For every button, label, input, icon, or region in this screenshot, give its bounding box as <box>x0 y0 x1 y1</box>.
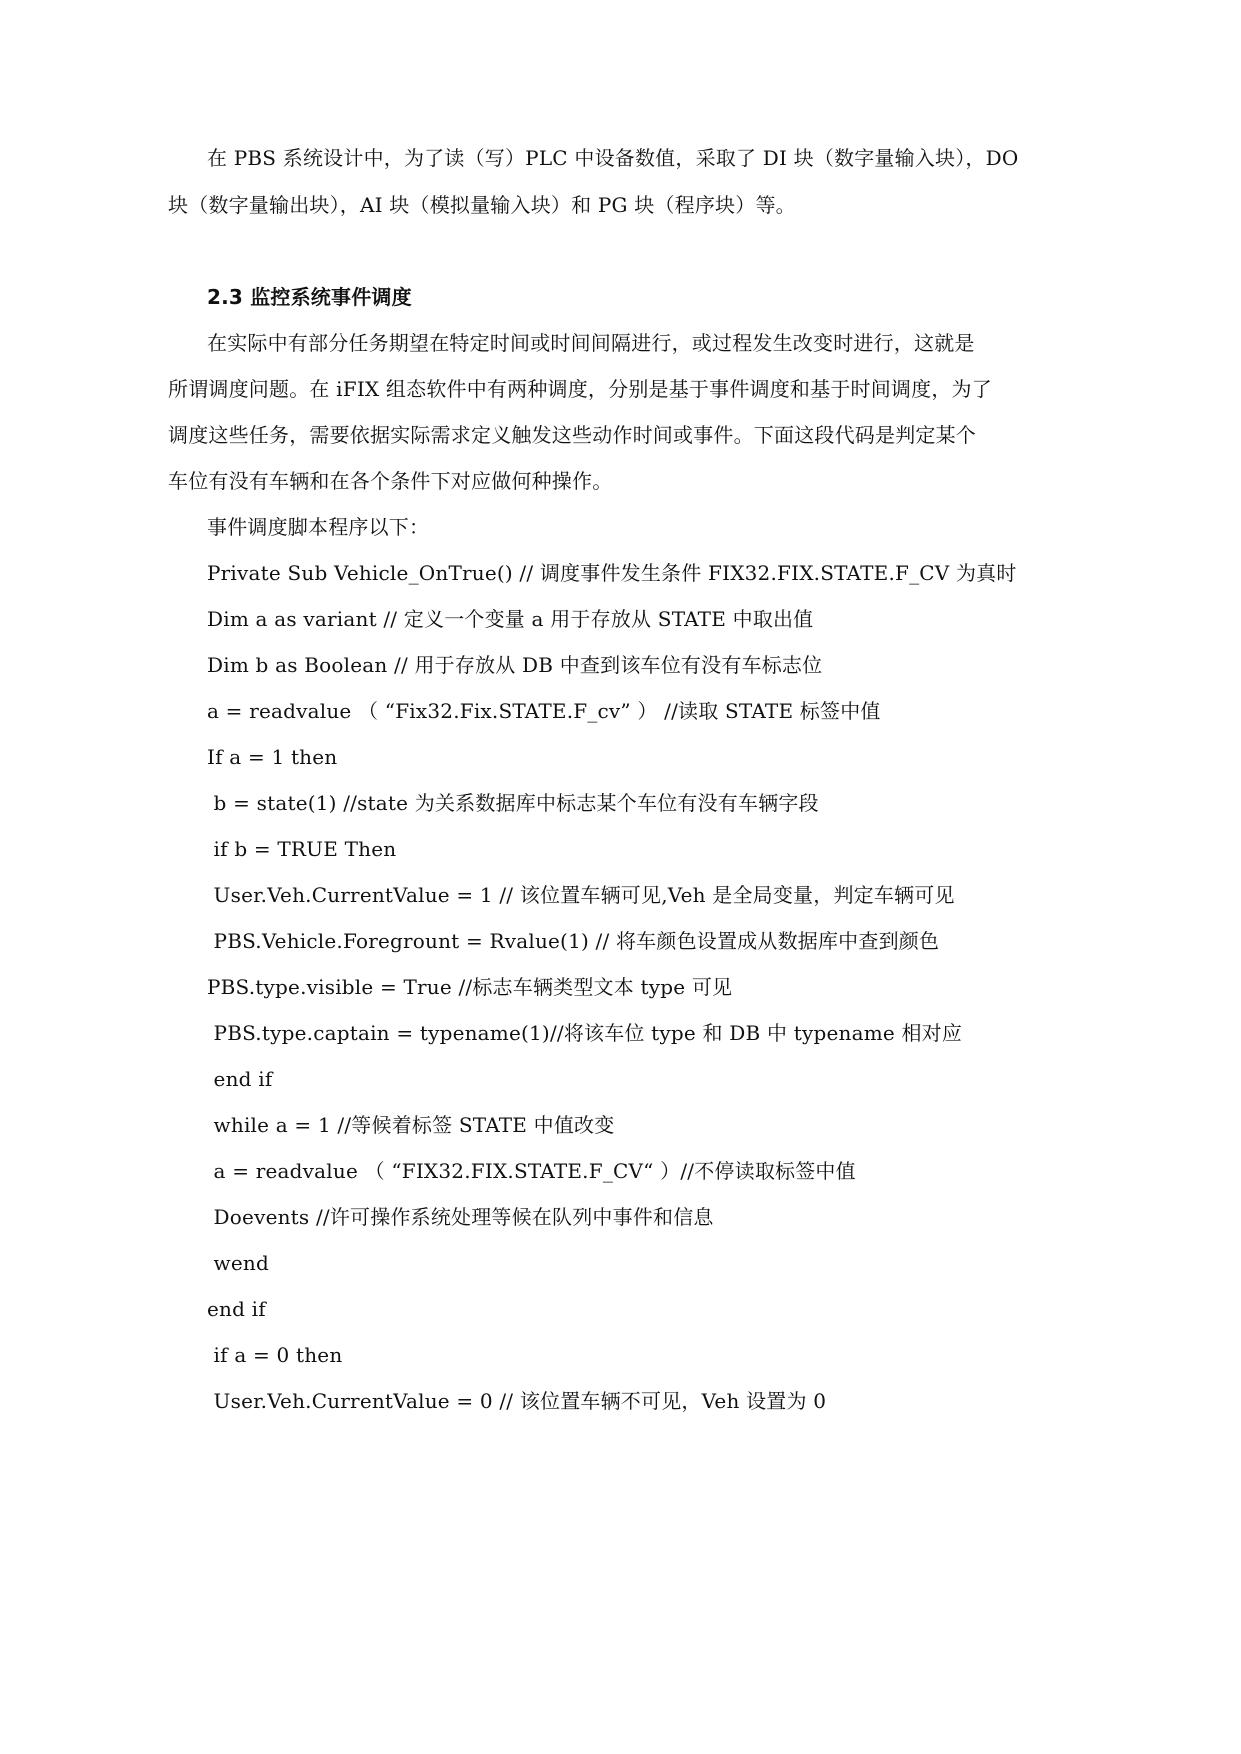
script-intro: 事件调度脚本程序以下： <box>207 515 430 539</box>
code-line: User.Veh.CurrentValue = 0 // 该位置车辆不可见，Veh 设置为 0 <box>207 1389 827 1413</box>
code-line: if a = 0 then <box>207 1343 343 1367</box>
code-line: wend <box>207 1251 269 1275</box>
code-line: If a = 1 then <box>207 745 338 769</box>
code-line: Dim a as variant // 定义一个变量 a 用于存放从 STATE 中取出值 <box>207 607 814 631</box>
paragraph-2-line-3: 调度这些任务，需要依据实际需求定义触发这些动作时间或事件。下面这段代码是判定某个 <box>168 423 976 447</box>
code-line: User.Veh.CurrentValue = 1 // 该位置车辆可见,Veh 是全局变量，判定车辆可见 <box>207 883 955 907</box>
code-line: end if <box>207 1067 273 1091</box>
paragraph-1-line-2: 块（数字量输出块），AI 块（模拟量输入块）和 PG 块（程序块）等。 <box>168 193 796 217</box>
paragraph-2-line-1: 在实际中有部分任务期望在特定时间或时间间隔进行，或过程发生改变时进行，这就是 <box>207 331 975 355</box>
code-line: PBS.type.captain = typename(1)//将该车位 type 和 DB 中 typename 相对应 <box>207 1021 963 1045</box>
code-line: PBS.type.visible = True //标志车辆类型文本 type 可见 <box>207 975 733 999</box>
paragraph-2-line-2: 所谓调度问题。在 iFIX 组态软件中有两种调度，分别是基于事件调度和基于时间调度，为了 <box>168 377 992 401</box>
paragraph-2-line-4: 车位有没有车辆和在各个条件下对应做何种操作。 <box>168 469 613 493</box>
code-line: Dim b as Boolean // 用于存放从 DB 中查到该车位有没有车标志位 <box>207 653 823 677</box>
code-line: end if <box>207 1297 266 1321</box>
code-line: b = state(1) //state 为关系数据库中标志某个车位有没有车辆字段 <box>207 791 819 815</box>
code-line: a = readvalue （ “Fix32.Fix.STATE.F_cv” ） //读取 STATE 标签中值 <box>207 699 881 723</box>
code-line: while a = 1 //等候着标签 STATE 中值改变 <box>207 1113 615 1137</box>
paragraph-1-line-1: 在 PBS 系统设计中，为了读（写）PLC 中设备数值，采取了 DI 块（数字量输入块），DO <box>207 146 1019 170</box>
code-line: PBS.Vehicle.Foregrount = Rvalue(1) // 将车颜色设置成从数据库中查到颜色 <box>207 929 940 953</box>
code-line: if b = TRUE Then <box>207 837 397 861</box>
section-heading: 2.3 监控系统事件调度 <box>207 285 412 309</box>
code-line: Doevents //许可操作系统处理等候在队列中事件和信息 <box>207 1205 714 1229</box>
code-line: Private Sub Vehicle_OnTrue() // 调度事件发生条件 FIX32.FIX.STATE.F_CV 为真时 <box>207 561 1017 585</box>
code-line: a = readvalue （ “FIX32.FIX.STATE.F_CV“ ）//不停读取标签中值 <box>207 1159 856 1183</box>
